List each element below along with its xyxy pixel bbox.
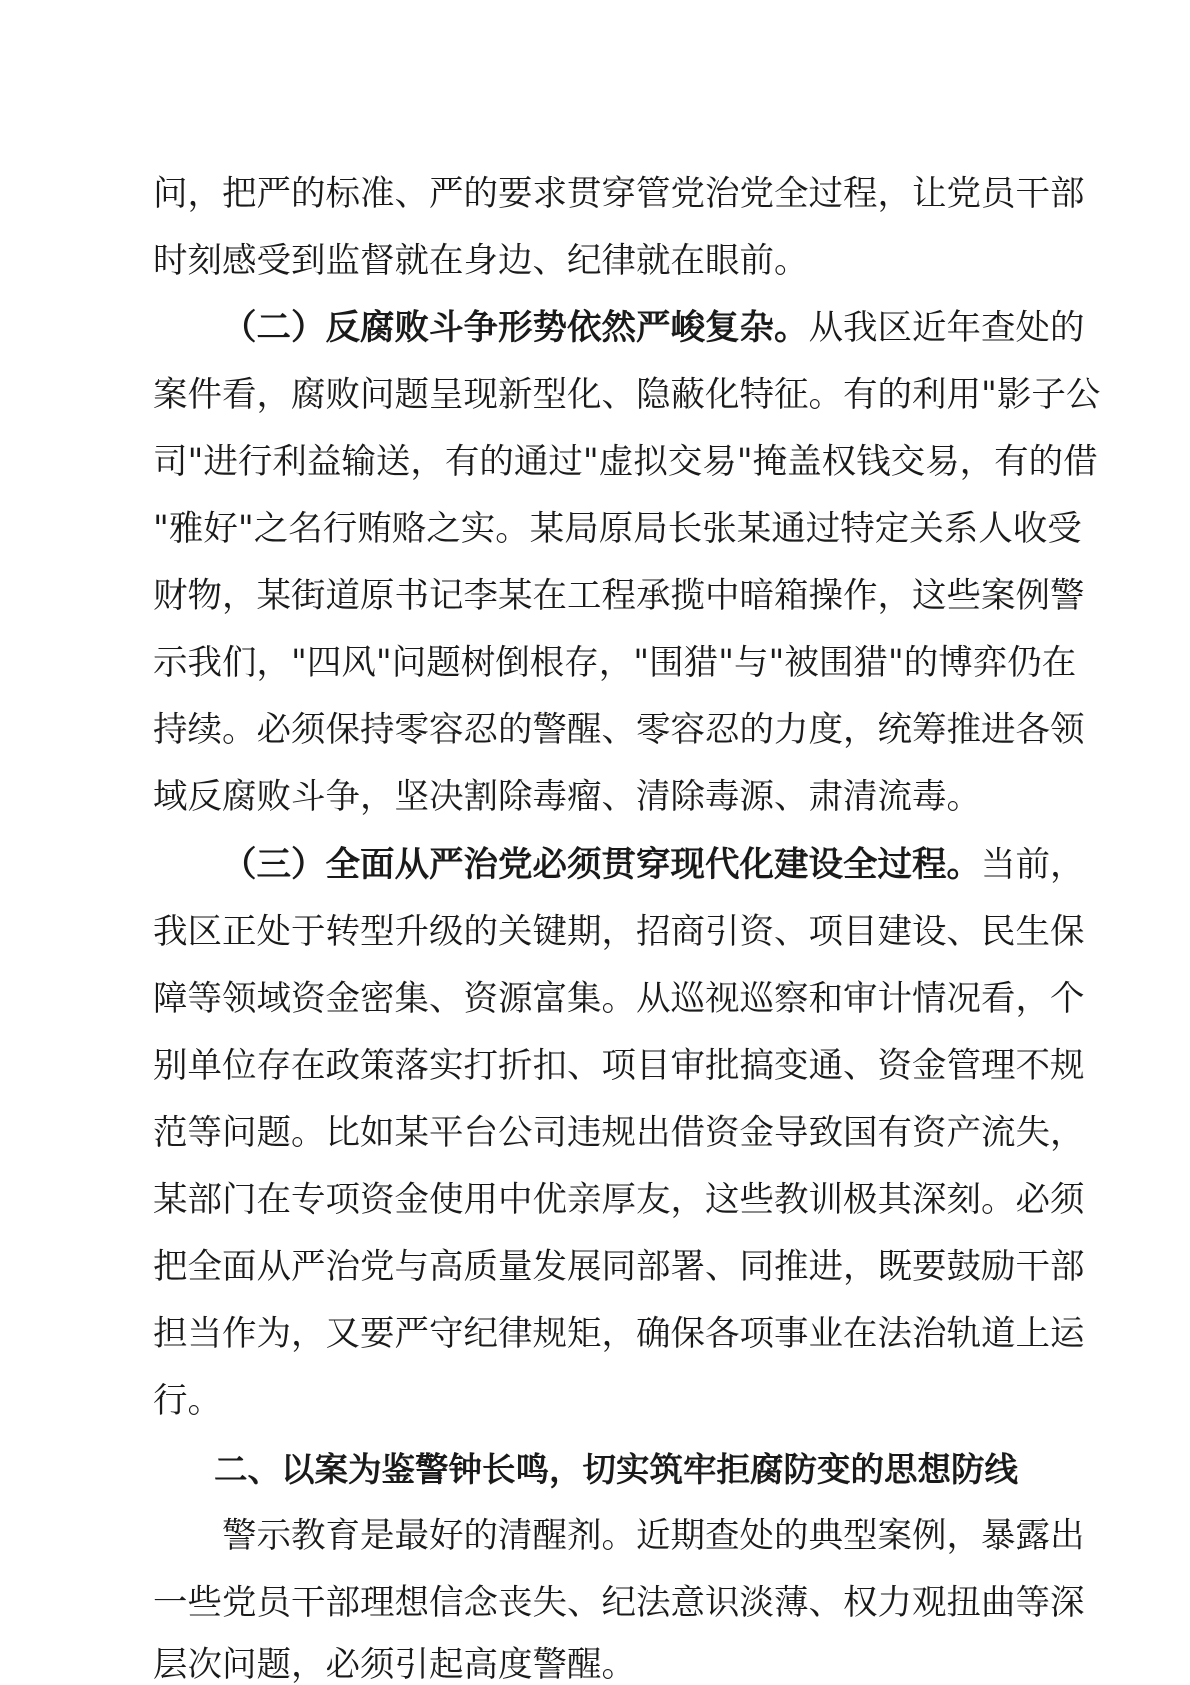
text-line: 我区正处于转型升级的关键期，招商引资、项目建设、民生保 — [153, 912, 1085, 952]
section-lead: 反腐败斗争形势依然严峻复杂。 — [325, 308, 809, 348]
text-line: 障等领域资金密集、资源富集。从巡视巡察和审计情况看，个 — [153, 979, 1085, 1019]
text-line: 担当作为，又要严守纪律规矩，确保各项事业在法治轨道上运 — [153, 1314, 1085, 1354]
section-number: （三） — [222, 845, 326, 885]
text-line: 某部门在专项资金使用中优亲厚友，这些教训极其深刻。必须 — [153, 1180, 1085, 1220]
section-lead: 全面从严治党必须贯穿现代化建设全过程。 — [325, 845, 981, 885]
text-line: 把全面从严治党与高质量发展同部署、同推进，既要鼓励干部 — [153, 1247, 1085, 1287]
text-line: 警示教育是最好的清醒剂。近期查处的典型案例，暴露出 — [222, 1516, 1085, 1556]
text-line: 示我们，"四风"问题树倒根存，"围猎"与"被围猎"的博弈仍在 — [153, 643, 1077, 683]
text-line: 案件看，腐败问题呈现新型化、隐蔽化特征。有的利用"影子公 — [153, 375, 1101, 415]
text-line: 一些党员干部理想信念丧失、纪法意识淡薄、权力观扭曲等深 — [153, 1583, 1085, 1623]
text-line: 持续。必须保持零容忍的警醒、零容忍的力度，统筹推进各领 — [153, 710, 1085, 750]
text-line: 财物，某街道原书记李某在工程承揽中暗箱操作，这些案例警 — [153, 576, 1085, 616]
text-line: 范等问题。比如某平台公司违规出借资金导致国有资产流失， — [153, 1113, 1085, 1153]
section-lead-line — [222, 306, 1085, 350]
section-lead-line — [222, 843, 1085, 887]
section-text: 从我区近年查处的 — [808, 308, 1085, 348]
text-line: 时刻感受到监督就在身边、纪律就在眼前。 — [153, 241, 809, 281]
section-heading: 二、以案为鉴警钟长鸣，切实筑牢拒腐防变的思想防线 — [214, 1450, 1018, 1489]
text-line: "雅好"之名行贿赂之实。某局原局长张某通过特定关系人收受 — [153, 509, 1082, 549]
text-line: 问，把严的标准、严的要求贯穿管党治党全过程，让党员干部 — [153, 174, 1085, 214]
text-line: 层次问题，必须引起高度警醒。 — [153, 1645, 636, 1685]
text-line: 域反腐败斗争，坚决割除毒瘤、清除毒源、肃清流毒。 — [153, 777, 981, 817]
text-line: 别单位存在政策落实打折扣、项目审批搞变通、资金管理不规 — [153, 1046, 1085, 1086]
text-line: 行。 — [153, 1381, 222, 1421]
section-number: （二） — [222, 308, 326, 348]
section-text: 当前， — [981, 845, 1085, 885]
text-line: 司"进行利益输送，有的通过"虚拟交易"掩盖权钱交易，有的借 — [153, 442, 1098, 482]
